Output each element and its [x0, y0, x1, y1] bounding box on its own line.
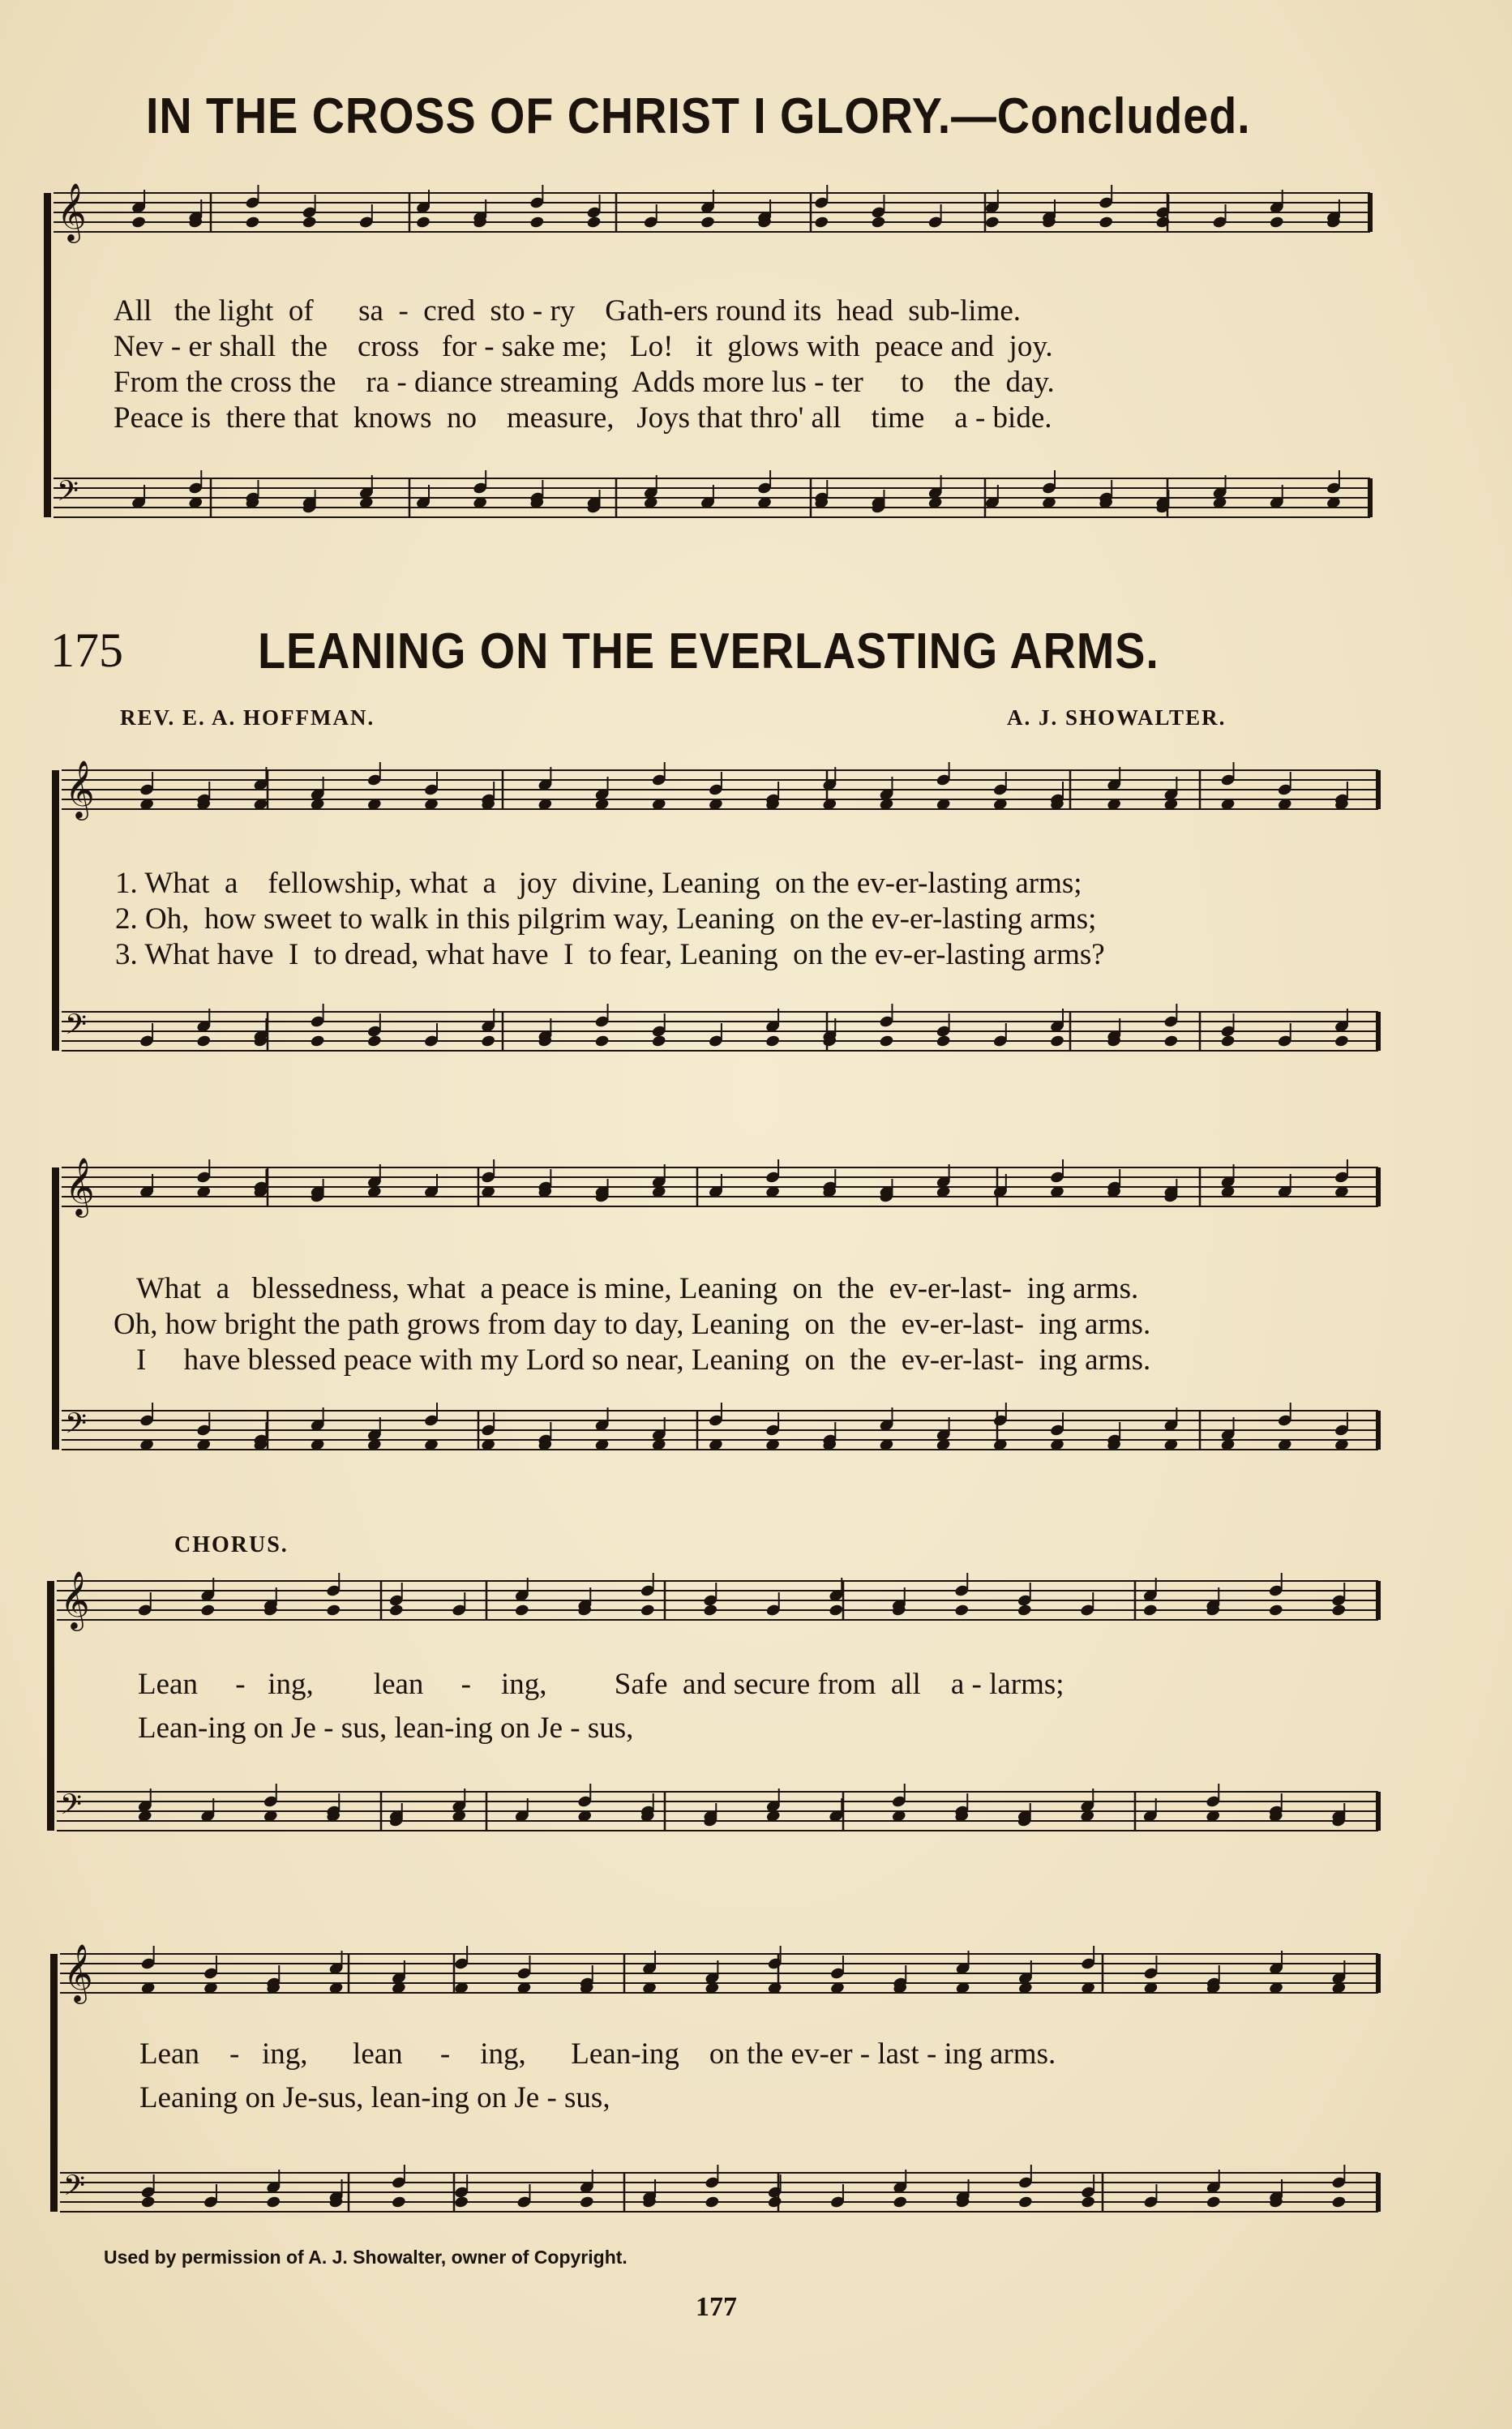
leaning-system-1-bass-note-head [936, 1035, 951, 1048]
chorus-system-2-bass-note-head [705, 2196, 720, 2209]
cross-system-treble-note-head [529, 216, 545, 229]
chorus-system-2-bass-note-head [1331, 2196, 1347, 2209]
cross-system-treble-note-head [871, 216, 886, 229]
leaning-verse-1-line1: 1. What a fellowship, what a joy divine, Leaning on the ev-er-lasting arms; [115, 867, 1082, 900]
chorus-system-1-treble-note-head [1142, 1604, 1158, 1617]
cross-verse-4: Peace is there that knows no measure, Joys that thro' all time a - bide. [114, 401, 1052, 435]
chorus-system-2-bass-note-head [454, 2196, 469, 2209]
chorus-system-2-bass-note-head [767, 2196, 782, 2209]
copyright-note: Used by permission of A. J. Showalter, owner of Copyright. [104, 2247, 628, 2268]
chorus-system-2-bass-note-head [893, 2196, 908, 2209]
leaning-verse-3-line1: 3. What have I to dread, what have I to fear, Leaning on the ev-er-lasting arms? [115, 938, 1105, 971]
leaning-system-1-bass-note-head [765, 1035, 781, 1048]
chorus-system-1-treble-note-head [954, 1604, 970, 1617]
leaning-system-2-bass-clef-icon: 𝄢 [65, 1407, 88, 1446]
chorus-system-1-bass-clef-icon: 𝄢 [60, 1788, 83, 1827]
cross-system-treble-note-head [1099, 216, 1114, 229]
hymn-title: LEANING ON THE EVERLASTING ARMS. [258, 623, 1159, 679]
cross-system-treble-note-head [984, 216, 1000, 229]
cross-system-bass-clef-icon: 𝄢 [57, 474, 79, 514]
cross-system-treble-note-head [131, 216, 147, 229]
leaning-system-1-bass-note-head [196, 1035, 212, 1048]
leaning-system-1-bass-clef-icon: 𝄢 [65, 1008, 88, 1047]
cross-system-treble-note-head [814, 216, 829, 229]
page-number: 177 [696, 2292, 737, 2322]
cross-verse-3: From the cross the ra - diance streaming Adds more lus - ter to the day. [114, 366, 1055, 399]
leaning-system-1-bass-note-head [481, 1035, 496, 1048]
continued-hymn-title: IN THE CROSS OF CHRIST I GLORY.—Concluded. [146, 88, 1251, 144]
leaning-verse-2-line2: Oh, how bright the path grows from day to day, Leaning on the ev-er-last- ing arms. [114, 1308, 1151, 1341]
leaning-verse-3-line2: I have blessed peace with my Lord so near, Leaning on the ev-er-last- ing arms. [136, 1343, 1151, 1377]
leaning-system-1-bass-note-head [594, 1035, 610, 1048]
leaning-system-1-bass-note-head [651, 1035, 666, 1048]
chorus-label: CHORUS. [174, 1532, 289, 1557]
leaning-system-1-bass-note-head [310, 1035, 325, 1048]
cross-system-brace [44, 193, 51, 517]
chorus-line1-bass: Lean-ing on Je - sus, lean-ing on Je - sus, [138, 1711, 634, 1745]
cross-system-treble-clef-icon: 𝄞 [57, 182, 87, 241]
leaning-system-1-bass-note-head [879, 1035, 894, 1048]
leaning-system-1-brace [52, 770, 59, 1051]
leaning-system-2-treble-clef-icon: 𝄞 [65, 1156, 95, 1215]
leaning-system-2-brace [52, 1167, 59, 1450]
leaning-system-1-bass-note-head [1163, 1035, 1179, 1048]
leaning-system-1-treble-clef-icon: 𝄞 [65, 759, 95, 818]
chorus-system-2-bass-clef-icon: 𝄢 [63, 2169, 86, 2208]
composer-credit: A. J. SHOWALTER. [1007, 705, 1227, 730]
chorus-system-1-treble-note-head [1017, 1604, 1032, 1617]
hymn-number: 175 [50, 623, 123, 677]
cross-system-treble-note-head [415, 216, 430, 229]
chorus-system-2-treble-clef-icon: 𝄞 [63, 1943, 93, 2002]
chorus-system-2-bass-note-head [579, 2196, 594, 2209]
lyricist-credit: REV. E. A. HOFFMAN. [120, 705, 375, 730]
leaning-system-1-bass-note-head [1049, 1035, 1064, 1048]
chorus-system-2-bass-note-head [266, 2196, 281, 2209]
leaning-system-1-bass-note-head [1220, 1035, 1236, 1048]
chorus-system-1-treble-note-head [1331, 1604, 1347, 1617]
chorus-system-2-bass-note-head [1017, 2196, 1033, 2209]
chorus-system-2-bass-note-head [1081, 2196, 1096, 2209]
chorus-system-1-treble-note-head [200, 1604, 216, 1617]
chorus-system-1-treble-note-head [703, 1604, 718, 1617]
chorus-system-1-treble-note-head [326, 1604, 341, 1617]
cross-system-treble-note-head [302, 216, 317, 229]
leaning-verse-2-line1: 2. Oh, how sweet to walk in this pilgrim way, Leaning on the ev-er-lasting arms; [115, 902, 1097, 936]
leaning-system-1-bass-note-head [366, 1035, 382, 1048]
chorus-system-2-bass-note-head [1206, 2196, 1221, 2209]
chorus-system-1-treble-note-head [640, 1604, 655, 1617]
cross-verse-1: All the light of sa - cred sto - ry Gath-ers round its head sub-lime. [114, 294, 1022, 328]
leaning-system-1-bass-note-head [1334, 1035, 1349, 1048]
chorus-system-2-bass-note-head [140, 2196, 156, 2209]
cross-system-treble-note-head [700, 216, 715, 229]
chorus-system-1-brace [47, 1581, 54, 1831]
chorus-system-1-treble-note-head [514, 1604, 529, 1617]
cross-verse-2: Nev - er shall the cross for - sake me; Lo! it glows with peace and joy. [114, 330, 1053, 363]
chorus-system-1-treble-note-head [1268, 1604, 1283, 1617]
chorus-system-2-brace [50, 1954, 58, 2212]
chorus-system-1-treble-note-head [388, 1604, 404, 1617]
chorus-line1-soprano: Lean - ing, lean - ing, Safe and secure from all a - larms; [138, 1668, 1064, 1701]
chorus-line2-soprano: Lean - ing, lean - ing, Lean-ing on the ev-er - last - ing arms. [139, 2037, 1056, 2071]
chorus-system-2-bass-note-head [391, 2196, 406, 2209]
cross-system-treble-note-head [245, 216, 260, 229]
cross-system-treble-note-head [1269, 216, 1284, 229]
chorus-system-1-treble-clef-icon: 𝄞 [60, 1570, 90, 1629]
chorus-system-1-treble-note-head [829, 1604, 844, 1617]
cross-system-treble-note-head [586, 216, 602, 229]
chorus-line2-bass: Leaning on Je-sus, lean-ing on Je - sus, [139, 2081, 610, 2114]
leaning-verse-1-line2: What a blessedness, what a peace is mine, Leaning on the ev-er-last- ing arms. [136, 1272, 1139, 1305]
